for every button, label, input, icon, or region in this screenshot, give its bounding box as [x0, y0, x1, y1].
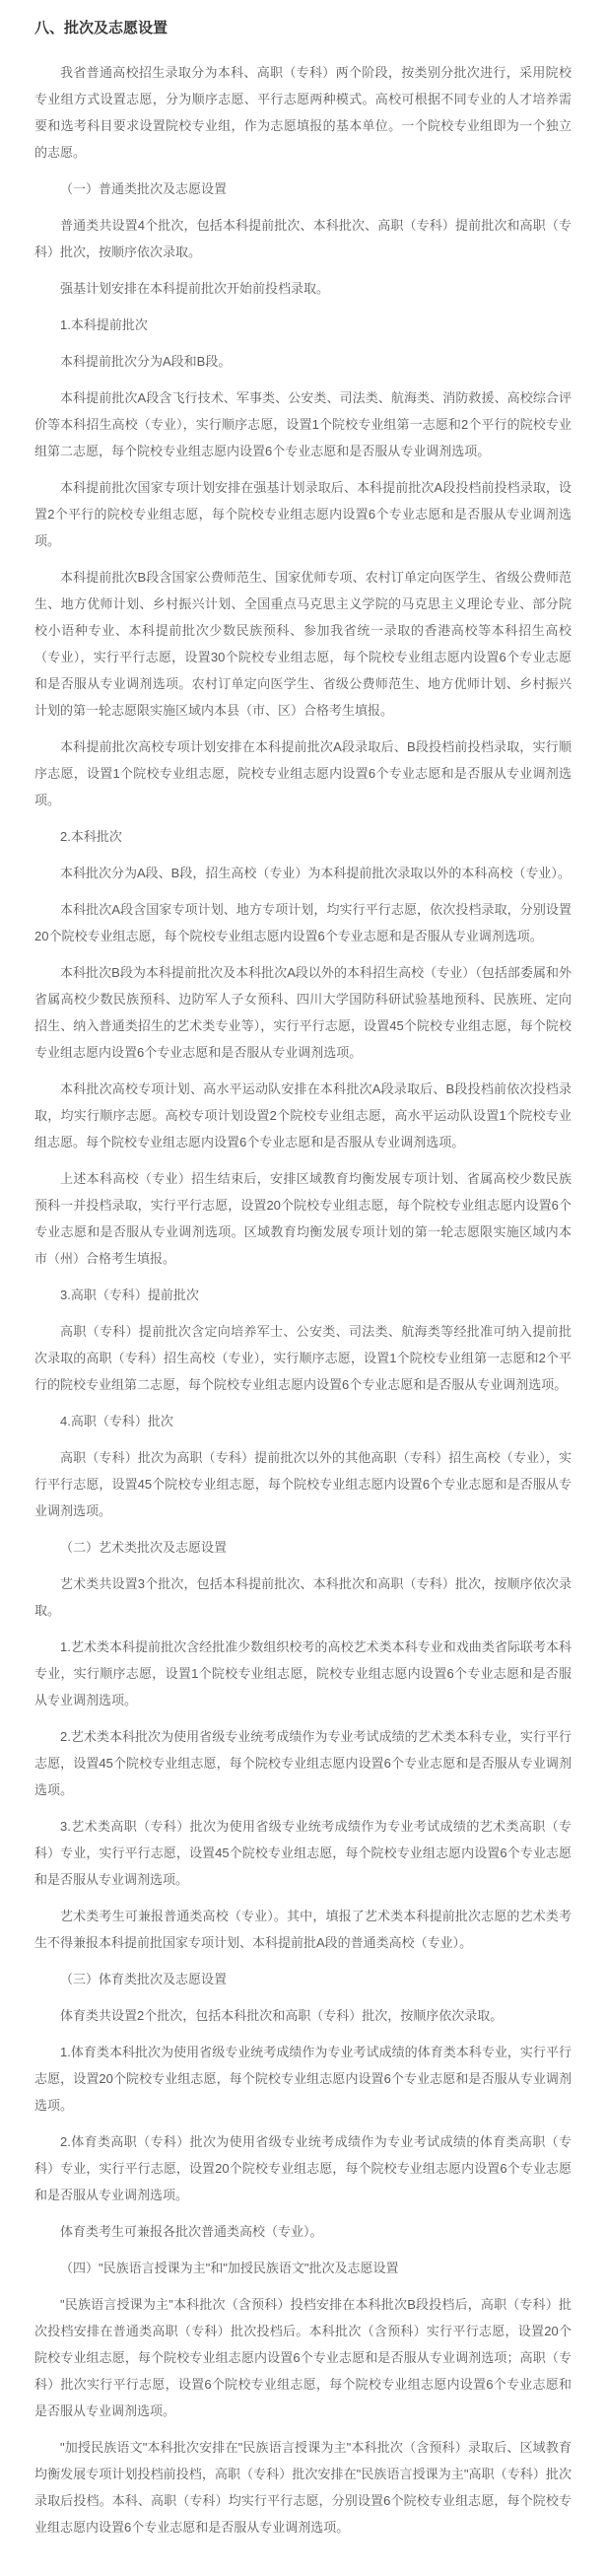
paragraph: 普通类共设置4个批次，包括本科提前批次、本科批次、高职（专科）提前批次和高职（专科）批次，按顺序依次录取。 — [34, 218, 572, 259]
paragraph: 体育类共设置2个批次，包括本科批次和高职（专科）批次，按顺序依次录取。 — [60, 2008, 504, 2023]
paragraph: "民族语言授课为主"本科批次（含预科）投档安排在本科批次B段投档后，高职（专科）批次投档安排在普通类高职（专科）批次投档后。本科批次（含预科）实行平行志愿，设置20个院校专业组志愿，每个院校专业组志愿内设置6个专业志愿和是否服从专业调剂选项；高职（专科）批次实行平行志愿，设置6个院校专业组志愿，每个院校专业组志愿内设置6个专业志愿和是否服从专业调剂选项。 — [34, 2297, 572, 2418]
section-heading: （四）"民族语言授课为主"和"加授民族语文"批次及志愿设置 — [60, 2261, 399, 2275]
paragraph: 本科提前批次B段含国家公费师范生、国家优师专项、农村订单定向医学生、省级公费师范生、地方优师计划、乡村振兴计划、全国重点马克思主义学院的马克思主义理论专业、部分院校小语种专业、本科提前批次少数民族预科、参加我省统一录取的香港高校等本科招生高校（专业），实行平行志愿，设置30个院校专业组志愿，每个院校专业组志愿内设置6个专业志愿和是否服从专业调剂选项。农村订单定向医学生、省级公费师范生、地方优师计划、乡村振兴计划的第一轮志愿限实施区域内本县（市、区）合格考生填报。 — [34, 570, 572, 718]
paragraph: 本科提前批次A段含飞行技术、军事类、公安类、司法类、航海类、消防救援、高校综合评价等本科招生高校（专业），实行顺序志愿，设置1个院校专业组第一志愿和2个平行的院校专业组第二志愿，每个院校专业组志愿内设置6个专业志愿和是否服从专业调剂选项。 — [34, 390, 572, 458]
document-body — [34, 59, 572, 2541]
section-heading: （三）体育类批次及志愿设置 — [60, 1972, 228, 1986]
paragraph: 我省普通高校招生录取分为本科、高职（专科）两个阶段，按类别分批次进行，采用院校专业组方式设置志愿，分为顺序志愿、平行志愿两种模式。高校可根据不同专业的人才培养需要和选考科目要求设置院校专业组，作为志愿填报的基本单位。一个院校专业组即为一个独立的志愿。 — [34, 65, 572, 160]
paragraph: 本科提前批次国家专项计划安排在强基计划录取后、本科提前批次A段投档前投档录取，设置2个平行的院校专业组志愿，每个院校专业组志愿内设置6个专业志愿和是否服从专业调剂选项。 — [34, 480, 572, 548]
paragraph: 高职（专科）提前批次含定向培养军士、公安类、司法类、航海类等经批准可纳入提前批次录取的高职（专科）招生高校（专业），实行顺序志愿，设置1个院校专业组第一志愿和2个平行的院校专业组第二志愿，每个院校专业组志愿内设置6个专业志愿和是否服从专业调剂选项。 — [34, 1324, 572, 1392]
item-heading: 1.本科提前批次 — [60, 317, 148, 332]
paragraph: 本科批次B段为本科提前批次及本科批次A段以外的本科招生高校（专业）（包括部委属和外省属高校少数民族预科、边防军人子女预科、四川大学国防科研试验基地预科、民族班、定向招生、纳入普通类招生的艺术类专业等），实行平行志愿，设置45个院校专业组志愿，每个院校专业组志愿内设置6个专业志愿和是否服从专业调剂选项。 — [34, 965, 572, 1060]
paragraph: 艺术类考生可兼报普通类高校（专业）。其中，填报了艺术类本科提前批次志愿的艺术类考生不得兼报本科提前批国家专项计划、本科提前批A段的普通类高校（专业）。 — [34, 1909, 572, 1950]
paragraph: "加授民族语文"本科批次安排在"民族语言授课为主"本科批次（含预科）录取后、区域教育均衡发展专项计划投档前投档，高职（专科）批次安排在"民族语言授课为主"高职（专科）批次录取后投档。本科、高职（专科）均实行平行志愿，分别设置6个院校专业组志愿，每个院校专业组志愿内设置6个专业志愿和是否服从专业调剂选项。 — [34, 2440, 572, 2535]
page-title: 八、批次及志愿设置 — [34, 20, 168, 36]
paragraph: 本科提前批次分为A段和B段。 — [60, 354, 232, 369]
paragraph: 强基计划安排在本科提前批次开始前投档录取。 — [60, 281, 330, 296]
item-heading: 2.本科批次 — [60, 829, 122, 844]
paragraph: 本科批次分为A段、B段，招生高校（专业）为本科提前批次录取以外的本科高校（专业）。 — [60, 866, 571, 880]
paragraph: 本科提前批次高校专项计划安排在本科提前批次A段录取后、B段投档前投档录取，实行顺序志愿，设置1个院校专业组志愿，院校专业组志愿内设置6个专业志愿和是否服从专业调剂选项。 — [34, 739, 572, 807]
paragraph: 艺术类共设置3个批次，包括本科提前批次、本科批次和高职（专科）批次，按顺序依次录取。 — [34, 1576, 572, 1618]
paragraph: 本科批次高校专项计划、高水平运动队安排在本科批次A段录取后、B段投档前依次投档录取，均实行顺序志愿。高校专项计划设置2个院校专业组志愿，高水平运动队设置1个院校专业组志愿。每个院校专业组志愿内设置6个专业志愿和是否服从专业调剂选项。 — [34, 1081, 572, 1149]
paragraph: 2.体育类高职（专科）批次为使用省级专业统考成绩作为专业考试成绩的体育类高职（专科）专业，实行平行志愿，设置20个院校专业组志愿，每个院校专业组志愿内设置6个专业志愿和是否服从专业调剂选项。 — [34, 2134, 572, 2202]
paragraph: 高职（专科）批次为高职（专科）提前批次以外的其他高职（专科）招生高校（专业），实行平行志愿，设置45个院校专业组志愿，每个院校专业组志愿内设置6个专业志愿和是否服从专业调剂选项。 — [34, 1450, 572, 1518]
paragraph: 2.艺术类本科批次为使用省级专业统考成绩作为专业考试成绩的艺术类本科专业，实行平行志愿，设置45个院校专业组志愿，每个院校专业组志愿内设置6个专业志愿和是否服从专业调剂选项。 — [34, 1729, 572, 1797]
section-heading: （二）艺术类批次及志愿设置 — [60, 1540, 228, 1555]
paragraph: 3.艺术类高职（专科）批次为使用省级专业统考成绩作为专业考试成绩的艺术类高职（专科）专业，实行平行志愿，设置45个院校专业组志愿，每个院校专业组志愿内设置6个专业志愿和是否服从专业调剂选项。 — [34, 1819, 572, 1887]
paragraph: 1.体育类本科批次为使用省级专业统考成绩作为专业考试成绩的体育类本科专业，实行平行志愿，设置20个院校专业组志愿，每个院校专业组志愿内设置6个专业志愿和是否服从专业调剂选项。 — [34, 2045, 572, 2113]
paragraph: 本科批次A段含国家专项计划、地方专项计划，均实行平行志愿，依次投档录取，分别设置20个院校专业组志愿，每个院校专业组志愿内设置6个专业志愿和是否服从专业调剂选项。 — [34, 902, 572, 943]
paragraph: 上述本科高校（专业）招生结束后，安排区域教育均衡发展专项计划、省属高校少数民族预科一并投档录取，实行平行志愿，设置20个院校专业组志愿，每个院校专业组志愿内设置6个专业志愿和是否服从专业调剂选项。区域教育均衡发展专项计划的第一轮志愿限实施区域内本市（州）合格考生填报。 — [34, 1171, 572, 1266]
paragraph: 1.艺术类本科提前批次含经批准少数组织校考的高校艺术类本科专业和戏曲类省际联考本科专业，实行顺序志愿，设置1个院校专业组志愿，院校专业组志愿内设置6个专业志愿和是否服从专业调剂选项。 — [34, 1639, 572, 1707]
paragraph: 体育类考生可兼报各批次普通类高校（专业）。 — [60, 2224, 323, 2239]
item-heading: 4.高职（专科）批次 — [60, 1414, 173, 1428]
section-heading: （一）普通类批次及志愿设置 — [60, 181, 228, 196]
item-heading: 3.高职（专科）提前批次 — [60, 1288, 199, 1302]
